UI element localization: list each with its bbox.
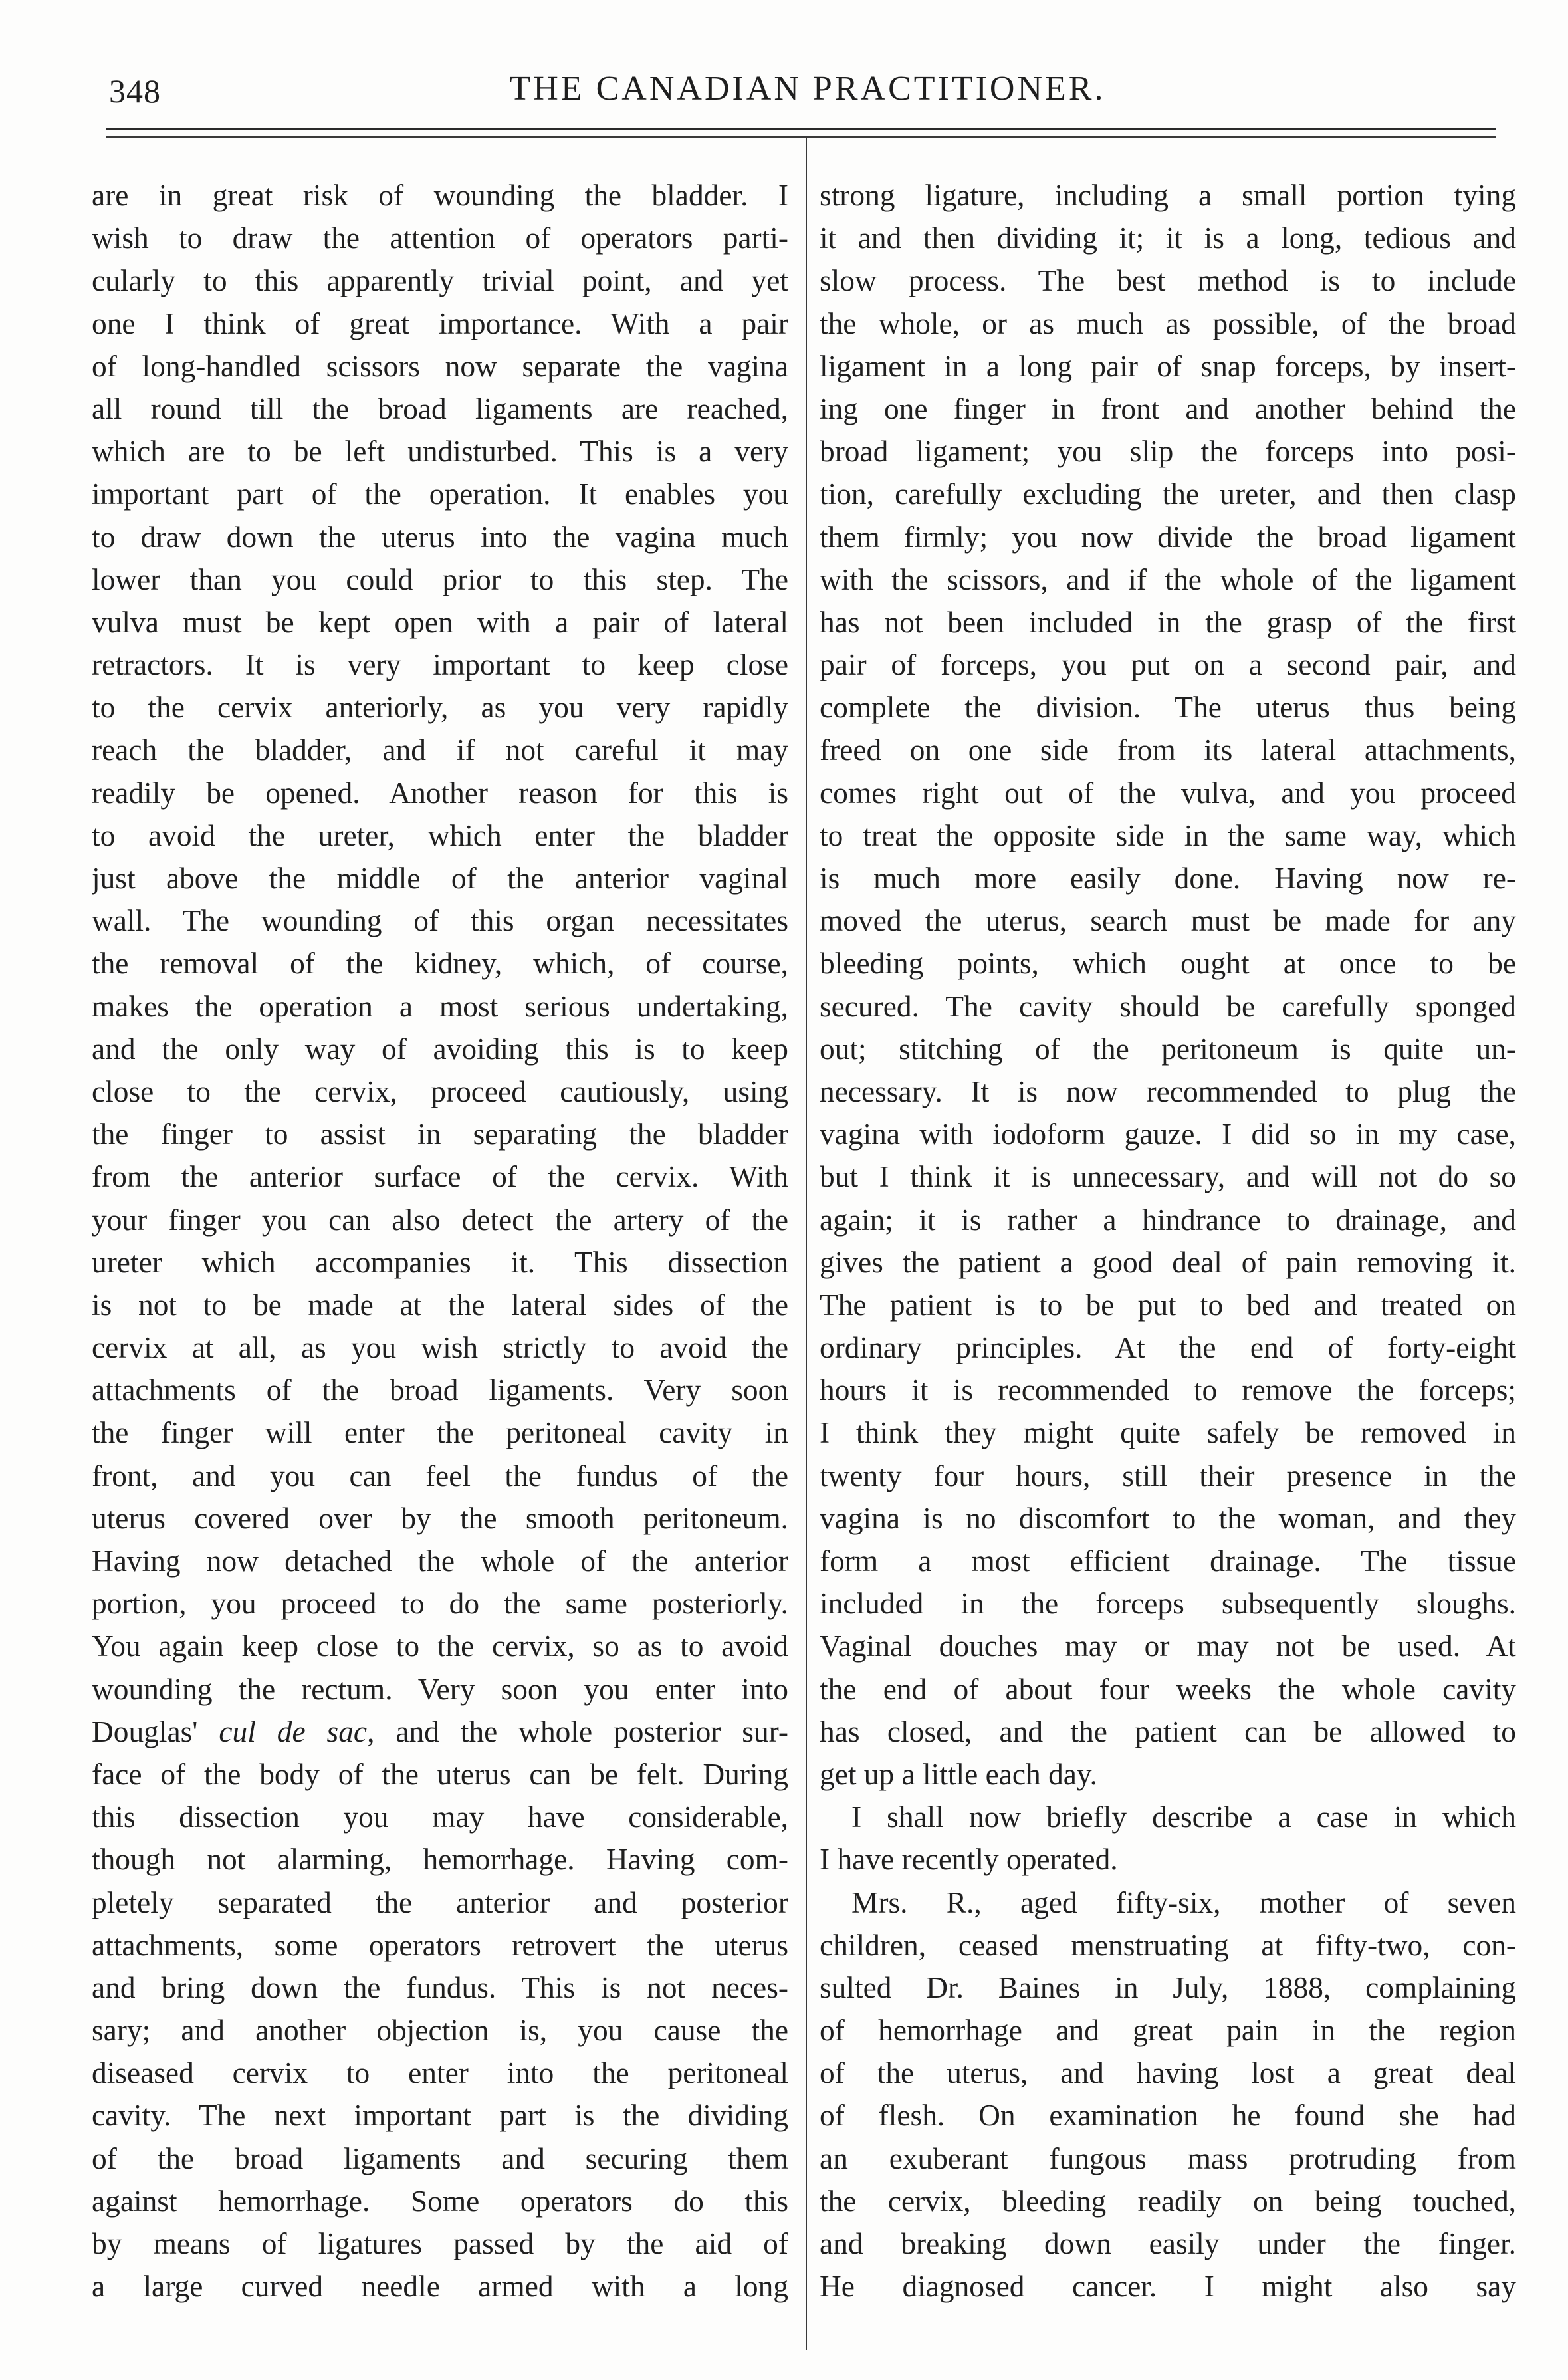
text-line: again; it is rather a hindrance to drainage, and [820, 1203, 1516, 1237]
text-line: The patient is to be put to bed and treated on [820, 1288, 1516, 1322]
text-line: diseased cervix to enter into the peritoneal [92, 2056, 788, 2090]
text-line: ligament in a long pair of snap forceps, by insert- [820, 349, 1516, 383]
text-line: He diagnosed cancer. I might also say [820, 2270, 1516, 2304]
text-line: cavity. The next important part is the dividing [92, 2099, 788, 2133]
text-line: included in the forceps subsequently sloughs. [820, 1587, 1516, 1621]
text-line: cularly to this apparently trivial point, and yet [92, 264, 788, 298]
text-line: is not to be made at the lateral sides of the [92, 1288, 788, 1322]
text-line: this dissection you may have considerable, [92, 1800, 788, 1834]
text-line: makes the operation a most serious undertaking, [92, 989, 788, 1023]
text-line: front, and you can feel the fundus of the [92, 1459, 788, 1492]
text-line: twenty four hours, still their presence in the [820, 1459, 1516, 1492]
column-divider [806, 136, 807, 2350]
text-line: to draw down the uterus into the vagina much [92, 520, 788, 554]
text-line: retractors. It is very important to keep close [92, 648, 788, 682]
text-line: wall. The wounding of this organ necessitates [92, 904, 788, 938]
text-line: vagina with iodoform gauze. I did so in my case, [820, 1118, 1516, 1151]
text-line: attachments, some operators retrovert the uterus [92, 1928, 788, 1962]
text-line: the end of about four weeks the whole cavity [820, 1672, 1516, 1706]
text-line: one I think of great importance. With a pair [92, 306, 788, 340]
text-line: complete the division. The uterus thus being [820, 691, 1516, 725]
text-line: though not alarming, hemorrhage. Having com- [92, 1843, 788, 1877]
text-line: You again keep close to the cervix, so as to avoid [92, 1629, 788, 1663]
text-line: close to the cervix, proceed cautiously, using [92, 1074, 788, 1108]
text-line: uterus covered over by the smooth peritoneum. [92, 1501, 788, 1535]
text-line: the finger to assist in separating the bladder [92, 1118, 788, 1151]
text-line: cervix at all, as you wish strictly to avoid the [92, 1331, 788, 1365]
text-line: pair of forceps, you put on a second pair, and [820, 648, 1516, 682]
text-line: necessary. It is now recommended to plug the [820, 1074, 1516, 1108]
left-text-column [92, 174, 788, 2308]
text-line: form a most efficient drainage. The tissue [820, 1544, 1516, 1578]
text-line: them firmly; you now divide the broad ligament [820, 520, 1516, 554]
text-line: are in great risk of wounding the bladder. I [92, 179, 788, 212]
text-line: reach the bladder, and if not careful it may [92, 733, 788, 767]
text-line: has not been included in the grasp of the first [820, 605, 1516, 639]
text-line: from the anterior surface of the cervix. With [92, 1160, 788, 1194]
text-line: ureter which accompanies it. This dissection [92, 1245, 788, 1279]
text-line: the removal of the kidney, which, of course, [92, 947, 788, 981]
text-line: by means of ligatures passed by the aid of [92, 2227, 788, 2260]
text-line: your finger you can also detect the artery of the [92, 1203, 788, 1237]
text-line: portion, you proceed to do the same posteriorly. [92, 1587, 788, 1621]
text-line: it and then dividing it; it is a long, tedious and [820, 221, 1516, 255]
text-line: a large curved needle armed with a long [92, 2270, 788, 2304]
text-line: broad ligament; you slip the forceps into posi- [820, 435, 1516, 469]
text-line: bleeding points, which ought at once to be [820, 947, 1516, 981]
text-line: get up a little each day. [820, 1757, 1098, 1791]
text-line: of flesh. On examination he found she had [820, 2099, 1516, 2133]
header-rule [106, 128, 1496, 130]
text-line: vagina is no discomfort to the woman, and they [820, 1501, 1516, 1535]
text-line: ordinary principles. At the end of forty-eight [820, 1331, 1516, 1365]
text-line: the finger will enter the peritoneal cavity in [92, 1416, 788, 1450]
text-line: sulted Dr. Baines in July, 1888, complaining [820, 1970, 1516, 2004]
text-line: pletely separated the anterior and posterior [92, 1885, 788, 1919]
text-line: freed on one side from its lateral attachments, [820, 733, 1516, 767]
text-line: to treat the opposite side in the same way, which [820, 818, 1516, 852]
text-line: I have recently operated. [820, 1843, 1118, 1877]
text-line: gives the patient a good deal of pain removing it. [820, 1245, 1516, 1279]
text-line: lower than you could prior to this step. The [92, 562, 788, 596]
text-line: tion, carefully excluding the ureter, and then clasp [820, 477, 1516, 511]
page-number: 348 [109, 72, 161, 110]
text-line: which are to be left undisturbed. This is a very [92, 435, 788, 469]
text-line: just above the middle of the anterior vaginal [92, 862, 788, 895]
text-line: comes right out of the vulva, and you proceed [820, 776, 1516, 810]
right-text-column [820, 174, 1516, 2308]
text-line: sary; and another objection is, you cause the [92, 2014, 788, 2048]
text-line: to avoid the ureter, which enter the bladder [92, 818, 788, 852]
text-line: Mrs. R., aged fifty-six, mother of seven [851, 1885, 1516, 1919]
text-line: children, ceased menstruating at fifty-two, con- [820, 1928, 1516, 1962]
text-line: Having now detached the whole of the anterior [92, 1544, 788, 1578]
italic-term: cul de sac [219, 1715, 368, 1748]
text-line: but I think it is unnecessary, and will not do so [820, 1160, 1516, 1194]
text-line: I shall now briefly describe a case in which [851, 1800, 1516, 1834]
text-line: against hemorrhage. Some operators do this [92, 2184, 788, 2218]
text-line: to the cervix anteriorly, as you very rapidly [92, 691, 788, 725]
text-line: of the broad ligaments and securing them [92, 2141, 788, 2175]
running-head [100, 66, 1515, 120]
text-line: of the uterus, and having lost a great deal [820, 2056, 1516, 2090]
text-line: out; stitching of the peritoneum is quite un- [820, 1032, 1516, 1066]
text-line: vulva must be kept open with a pair of lateral [92, 605, 788, 639]
text-line: moved the uterus, search must be made for any [820, 904, 1516, 938]
text-line: has closed, and the patient can be allowed to [820, 1715, 1516, 1748]
text-line: all round till the broad ligaments are reached, [92, 392, 788, 425]
text-line: attachments of the broad ligaments. Very soon [92, 1373, 788, 1407]
text-line: ing one finger in front and another behind the [820, 392, 1516, 425]
text-line: Douglas' cul de sac, and the whole posterior sur- [92, 1715, 788, 1748]
header-rule-secondary [106, 136, 1496, 138]
text-line: and the only way of avoiding this is to keep [92, 1032, 788, 1066]
text-line: readily be opened. Another reason for this is [92, 776, 788, 810]
journal-title: THE CANADIAN PRACTITIONER. [509, 70, 1106, 108]
text-line: hours it is recommended to remove the forceps; [820, 1373, 1516, 1407]
text-line: of long-handled scissors now separate the vagina [92, 349, 788, 383]
text-line: the cervix, bleeding readily on being touched, [820, 2184, 1516, 2218]
text-line: Vaginal douches may or may not be used. At [820, 1629, 1516, 1663]
text-line: secured. The cavity should be carefully sponged [820, 989, 1516, 1023]
text-line: and bring down the fundus. This is not neces- [92, 1970, 788, 2004]
text-line: with the scissors, and if the whole of the ligament [820, 562, 1516, 596]
text-line: wish to draw the attention of operators parti- [92, 221, 788, 255]
text-line: face of the body of the uterus can be felt. During [92, 1757, 788, 1791]
text-line: strong ligature, including a small portion tying [820, 179, 1516, 212]
text-line: important part of the operation. It enables you [92, 477, 788, 511]
text-line: an exuberant fungous mass protruding from [820, 2141, 1516, 2175]
text-line: and breaking down easily under the finger. [820, 2227, 1516, 2260]
text-line: the whole, or as much as possible, of the broad [820, 306, 1516, 340]
text-line: I think they might quite safely be removed in [820, 1416, 1516, 1450]
text-line: wounding the rectum. Very soon you enter into [92, 1672, 788, 1706]
text-line: of hemorrhage and great pain in the region [820, 2014, 1516, 2048]
text-line: slow process. The best method is to include [820, 264, 1516, 298]
text-line: is much more easily done. Having now re- [820, 862, 1516, 895]
